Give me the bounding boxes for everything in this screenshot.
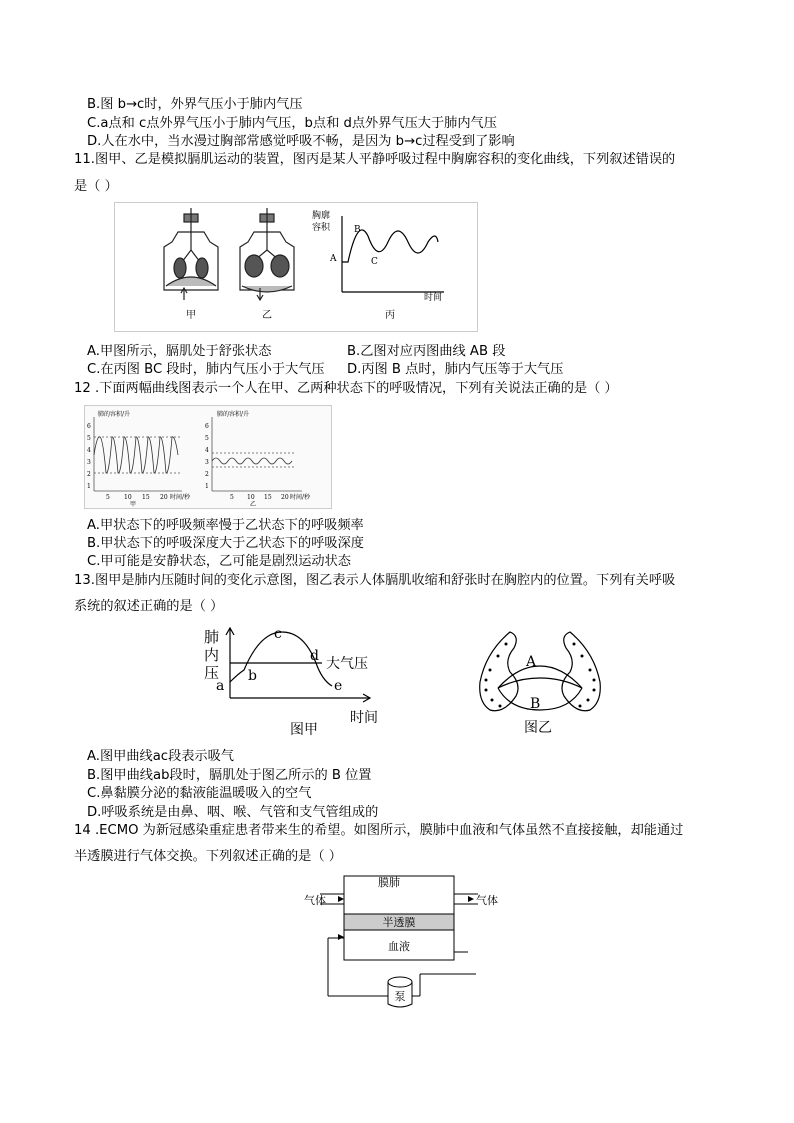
svg-text:5: 5 bbox=[230, 494, 234, 501]
svg-text:1: 1 bbox=[205, 483, 209, 490]
point-c: c bbox=[274, 626, 282, 642]
pump-label: 泵 bbox=[394, 990, 406, 1003]
q11-option-c: C.在丙图 BC 段时，肺内气压小于大气压 bbox=[87, 362, 325, 377]
svg-text:20: 20 bbox=[160, 494, 168, 501]
svg-text:10: 10 bbox=[124, 494, 132, 501]
label-yi: 乙 bbox=[262, 310, 272, 321]
bell-jar-jia bbox=[164, 208, 218, 300]
q11-figure-frame bbox=[115, 203, 478, 332]
jia-ylabel: 肺的容积/升 bbox=[98, 411, 131, 418]
q13-figure-yi bbox=[470, 622, 610, 740]
jia-xlabel: 时间/秒 bbox=[170, 494, 191, 501]
bing-point-b: B bbox=[354, 225, 361, 235]
bing-xlabel: 时间 bbox=[424, 293, 443, 303]
svg-text:3: 3 bbox=[205, 459, 209, 466]
label-jia: 甲 bbox=[186, 310, 196, 321]
q12-figure bbox=[84, 405, 332, 509]
gas-out-label: 气体 bbox=[476, 894, 498, 907]
option-c-prev: C.a点和 c点外界气压小于肺内气压，b点和 d点外界气压大于肺内气压 bbox=[87, 116, 497, 131]
bing-ylabel2: 容积 bbox=[312, 223, 331, 233]
option-b-prev: B.图 b→c时，外界气压小于肺内气压 bbox=[87, 97, 303, 112]
q13-figure-jia bbox=[200, 622, 390, 740]
xlabel: 时间 bbox=[350, 710, 378, 726]
q11-figure bbox=[114, 202, 478, 332]
ylabel-1: 肺 bbox=[204, 628, 220, 646]
q14-figure bbox=[300, 870, 500, 1010]
svg-text:6: 6 bbox=[87, 423, 91, 430]
svg-text:6: 6 bbox=[205, 423, 209, 430]
caption-yi: 图乙 bbox=[524, 720, 552, 736]
svg-text:5: 5 bbox=[205, 435, 209, 442]
q12-stem: 12 .下面两幅曲线图表示一个人在甲、乙两种状态下的呼吸情况，下列有关说法正确的是（ ） bbox=[74, 381, 618, 396]
point-e: e bbox=[334, 678, 343, 694]
svg-text:15: 15 bbox=[264, 494, 272, 501]
svg-text:20: 20 bbox=[281, 494, 289, 501]
point-d: d bbox=[310, 648, 319, 664]
q14-stem-line2: 半透膜进行气体交换。下列叙述正确的是（ ） bbox=[74, 849, 342, 864]
q13-option-a: A.图甲曲线ac段表示吸气 bbox=[87, 749, 234, 764]
q11-stem-line2: 是（ ） bbox=[74, 179, 118, 194]
svg-text:5: 5 bbox=[106, 494, 110, 501]
yi-label: 乙 bbox=[250, 501, 257, 508]
yi-xlabel: 时间/秒 bbox=[290, 494, 311, 501]
svg-text:15: 15 bbox=[142, 494, 150, 501]
q14-stem-line1: 14 .ECMO 为新冠感染重症患者带来生的希望。如图所示，膜肺中血液和气体虽然不直接接触，却能通过 bbox=[74, 823, 684, 838]
q11-option-a: A.甲图所示，膈肌处于舒张状态 bbox=[87, 344, 272, 359]
membrane-label: 半透膜 bbox=[382, 916, 416, 929]
point-a: a bbox=[216, 678, 225, 694]
atm-label: 大气压 bbox=[326, 656, 368, 672]
label-bing: 丙 bbox=[385, 310, 395, 321]
q12-option-b: B.甲状态下的呼吸深度大于乙状态下的呼吸深度 bbox=[87, 536, 364, 551]
bing-point-a: A bbox=[330, 254, 337, 264]
q12-option-a: A.甲状态下的呼吸频率慢于乙状态下的呼吸频率 bbox=[87, 518, 364, 533]
point-b: b bbox=[248, 668, 257, 684]
q13-option-b: B.图甲曲线ab段时，膈肌处于图乙所示的 B 位置 bbox=[87, 768, 372, 783]
svg-text:2: 2 bbox=[205, 471, 209, 478]
q13-stem-line1: 13.图甲是肺内压随时间的变化示意图，图乙表示人体膈肌收缩和舒张时在胸腔内的位置。下列有关呼吸 bbox=[74, 573, 676, 588]
q11-stem-line1: 11.图甲、乙是模拟膈肌运动的装置，图丙是某人平静呼吸过程中胸廓容积的变化曲线，下列叙述错误的 bbox=[74, 152, 676, 167]
ylabel-2: 内 bbox=[204, 646, 220, 664]
svg-text:4: 4 bbox=[205, 447, 209, 454]
bing-ylabel1: 胸廓 bbox=[312, 211, 331, 221]
svg-text:5: 5 bbox=[87, 435, 91, 442]
option-d-prev: D.人在水中，当水漫过胸部常感觉呼吸不畅，是因为 b→c过程受到了影响 bbox=[87, 134, 515, 149]
gas-in-label: 气体 bbox=[304, 894, 326, 907]
q11-option-b: B.乙图对应丙图曲线 AB 段 bbox=[347, 344, 506, 359]
membrane-lung-label: 膜肺 bbox=[378, 876, 400, 889]
blood-label: 血液 bbox=[388, 940, 410, 953]
svg-text:3: 3 bbox=[87, 459, 91, 466]
svg-text:10: 10 bbox=[247, 494, 255, 501]
bing-point-c: C bbox=[371, 257, 378, 267]
q11-option-d: D.丙图 B 点时，肺内气压等于大气压 bbox=[347, 362, 564, 377]
svg-text:4: 4 bbox=[87, 447, 91, 454]
svg-text:1: 1 bbox=[87, 483, 91, 490]
q12-option-c: C.甲可能是安静状态，乙可能是剧烈运动状态 bbox=[87, 554, 351, 569]
q13-option-d: D.呼吸系统是由鼻、咽、喉、气管和支气管组成的 bbox=[87, 805, 379, 820]
point-A: A bbox=[526, 654, 537, 670]
svg-text:2: 2 bbox=[87, 471, 91, 478]
jia-label: 甲 bbox=[130, 501, 137, 508]
yi-ylabel: 肺的容积/升 bbox=[217, 411, 250, 418]
q13-stem-line2: 系统的叙述正确的是（ ） bbox=[74, 599, 224, 614]
ylabel-3: 压 bbox=[204, 664, 220, 682]
point-B: B bbox=[530, 696, 541, 712]
q13-option-c: C.鼻黏膜分泌的黏液能温暖吸入的空气 bbox=[87, 786, 312, 801]
bell-jar-yi bbox=[240, 208, 294, 300]
caption-jia: 图甲 bbox=[290, 722, 318, 738]
